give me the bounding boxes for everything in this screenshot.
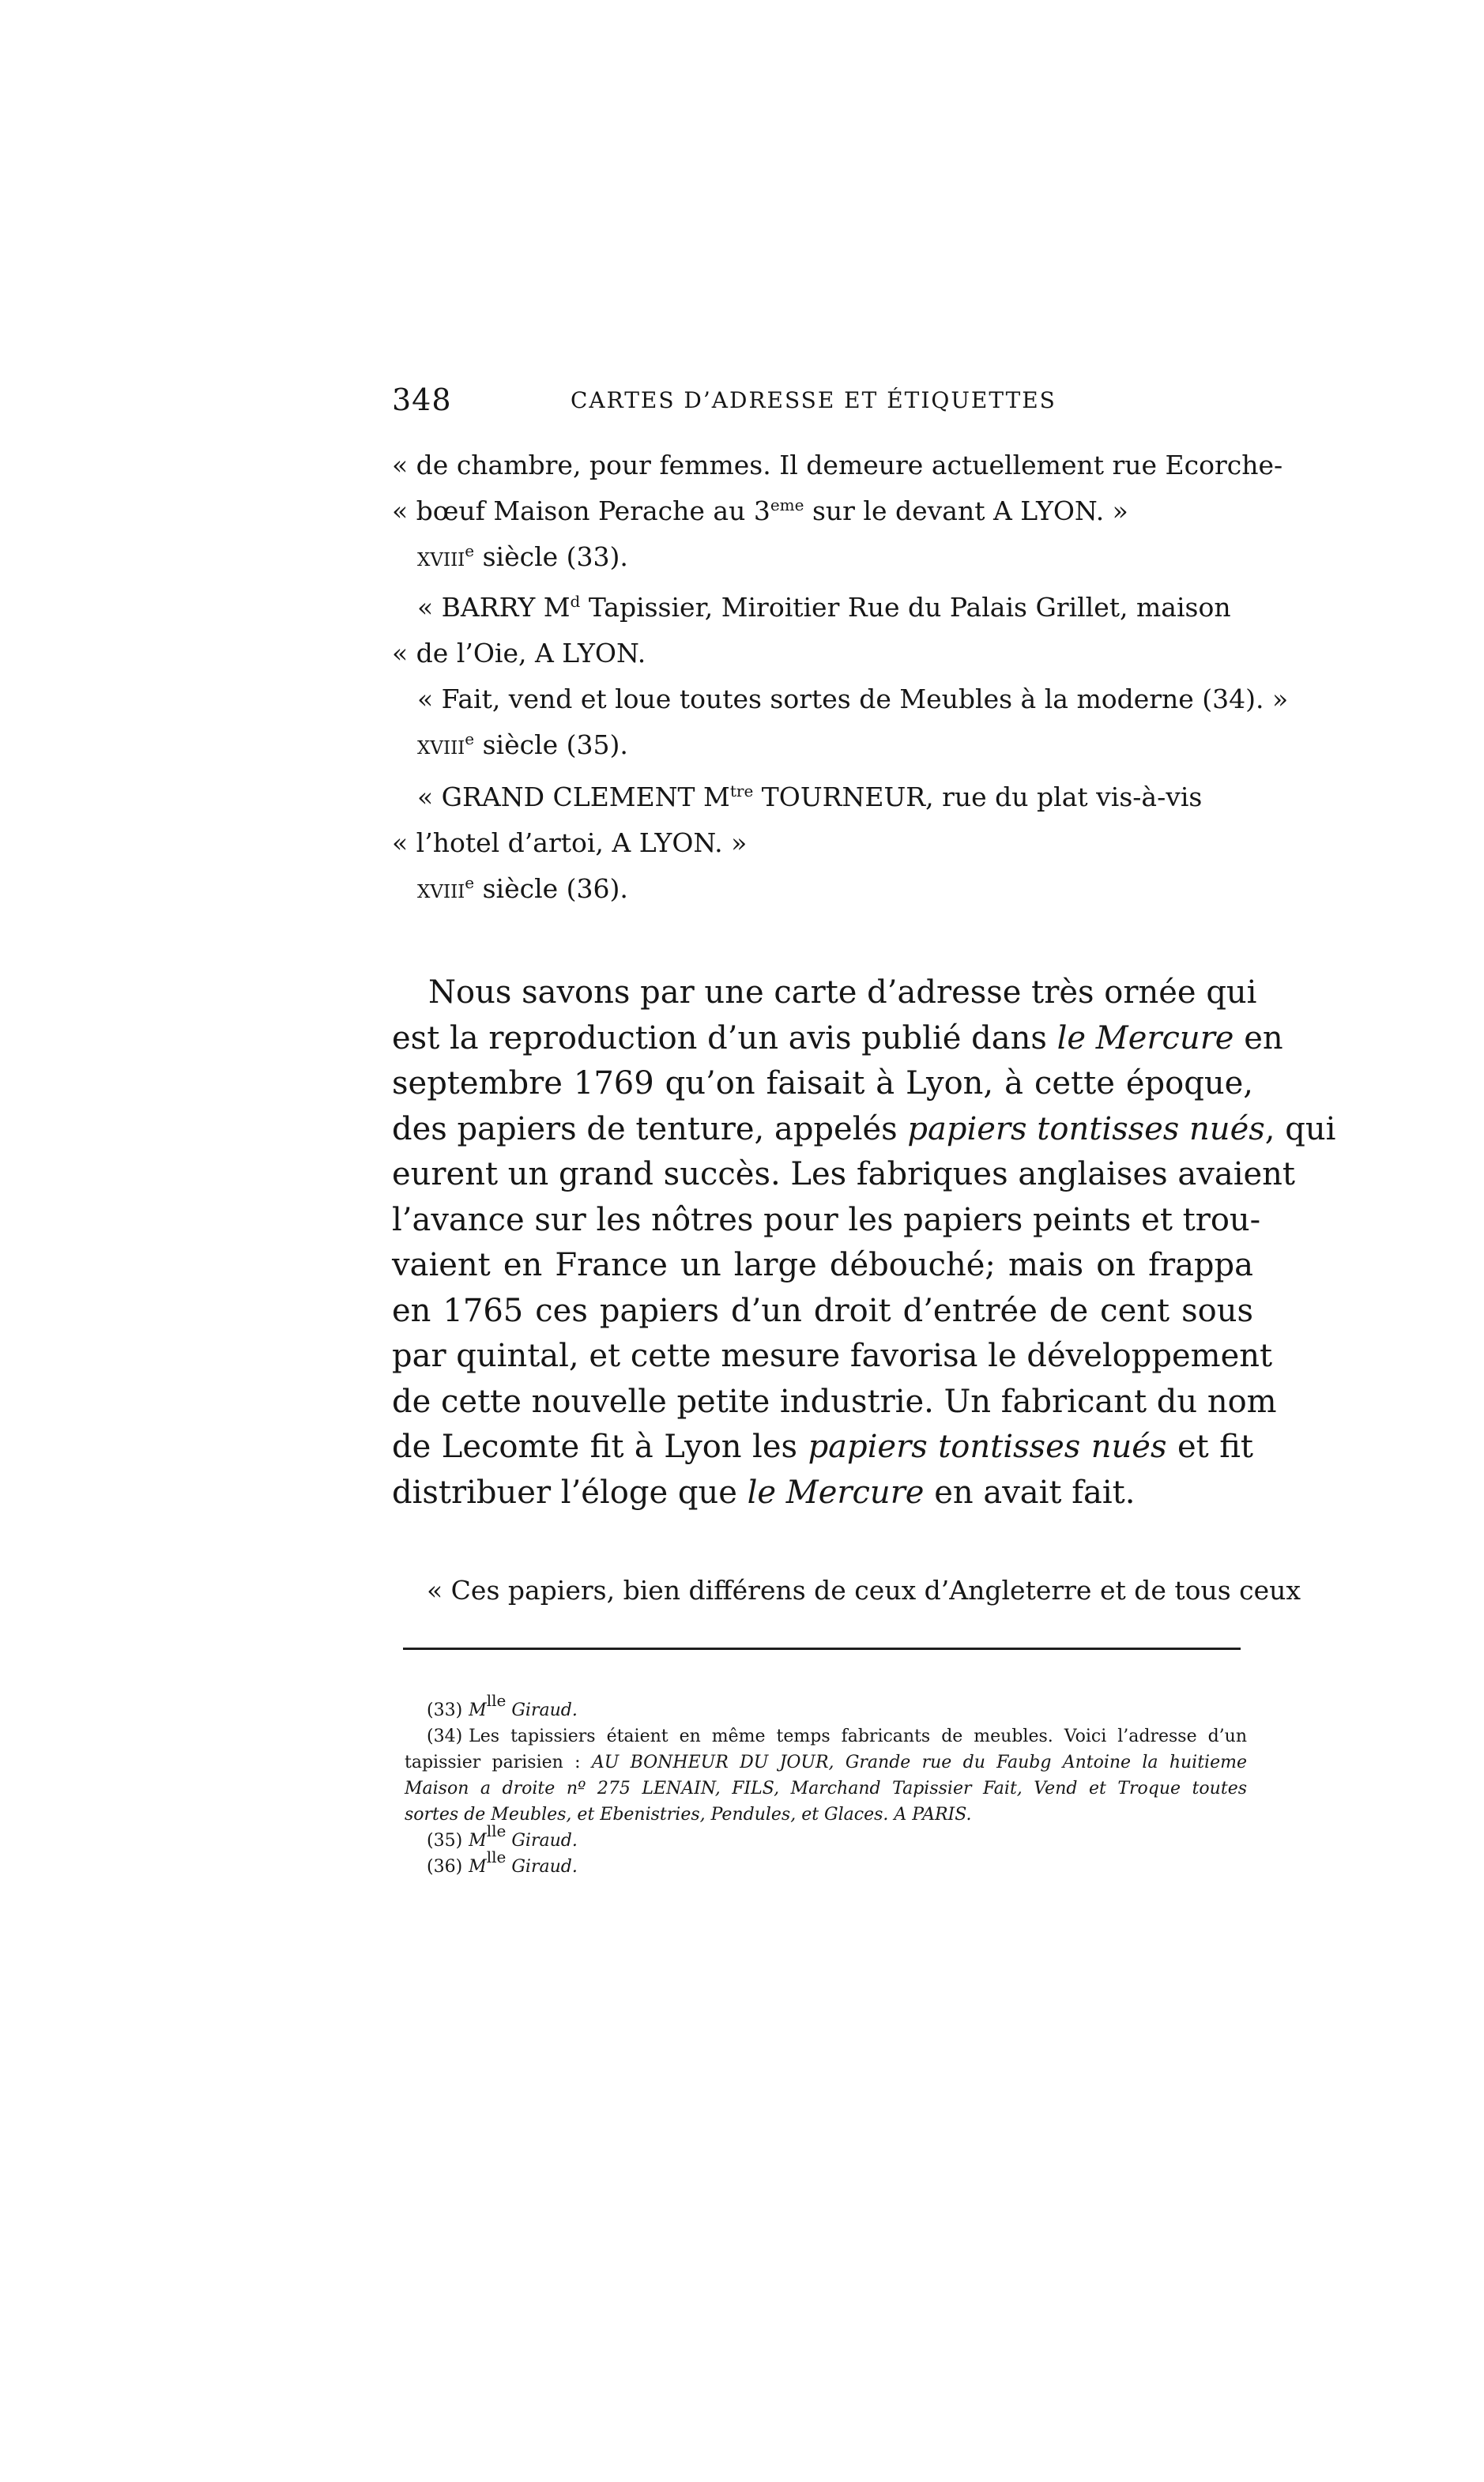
footnote-36: (36) $M^{lle}$ Giraud. xyxy=(427,1847,578,1877)
running-title: CARTES D’ADRESSE ET ÉTIQUETTES xyxy=(571,387,1057,413)
quote-line: « GRAND CLEMENT $M^{tre}$ TOURNEUR, rue du plat vis-à-vis xyxy=(417,782,1203,812)
body-line: est la reproduction d’un avis publié dans le Mercure en xyxy=(392,1019,1283,1056)
footnote-34: (34) Les tapissiers étaient en même temps fabricants de meubles. Voici l’adresse d’un xyxy=(427,1727,1247,1746)
footnote-33: (33) $M^{lle}$ Giraud. xyxy=(427,1691,578,1720)
quote-ces-papiers xyxy=(427,1568,1301,1614)
body-line: de cette nouvelle petite industrie. Un fabricant du nom xyxy=(392,1383,1277,1420)
page-number: 348 xyxy=(392,382,452,417)
quote-chambre xyxy=(392,443,1283,580)
body-line: en 1765 ces papiers d’un droit d’entrée de cent sous xyxy=(392,1292,1253,1329)
footnote-34-line: tapissier parisien : AU BONHEUR DU JOUR, Grande rue du Faubg Antoine la huitieme xyxy=(405,1753,1247,1772)
footnote-divider xyxy=(403,1648,1241,1650)
footnote-35: (35) $M^{lle}$ Giraud. xyxy=(427,1821,578,1851)
footnote-34-line: Maison a droite nº 275 LENAIN, FILS, Marchand Tapissier Fait, Vend et Troque toutes xyxy=(405,1779,1247,1798)
body-line: des papiers de tenture, appelés papiers tontisses nués, qui xyxy=(392,1110,1336,1147)
footnotes xyxy=(405,1691,1247,1880)
body-line: eurent un grand succès. Les fabriques anglaises avaient xyxy=(392,1156,1296,1192)
body-line: distribuer l’éloge que le Mercure en avait fait. xyxy=(392,1474,1136,1511)
quote-line: « de chambre, pour femmes. Il demeure actuellement rue Ecorche- xyxy=(392,450,1283,480)
century-line: xviii$^e$ siècle (33). xyxy=(417,541,628,572)
quote-line: « de l’Oie, A LYON. xyxy=(392,638,646,669)
century-line: xviii$^e$ siècle (35). xyxy=(417,729,628,760)
quote-line: « Ces papiers, bien différens de ceux d’Angleterre et de tous ceux xyxy=(427,1575,1301,1606)
quote-line: « BARRY $M^d$ Tapissier, Miroitier Rue du Palais Grillet, maison xyxy=(417,592,1231,623)
body-line: Nous savons par une carte d’adresse très ornée qui xyxy=(428,974,1257,1011)
quote-line: « bœuf Maison Perache au 3eme sur le devant A LYON. » xyxy=(392,495,1128,526)
century-line: xviii$^e$ siècle (36). xyxy=(417,873,628,904)
body-line: par quintal, et cette mesure favorisa le développement xyxy=(392,1338,1273,1374)
body-paragraph xyxy=(392,970,1336,1516)
page-header xyxy=(392,382,1253,430)
quote-line: « Fait, vend et loue toutes sortes de Meubles à la moderne (34). » xyxy=(417,684,1289,714)
body-line: vaient en France un large débouché; mais on frappa xyxy=(392,1247,1253,1283)
quote-barry xyxy=(392,585,1289,768)
footnote-34-line: sortes de Meubles, et Ebenistries, Pendules, et Glaces. A PARIS. xyxy=(405,1805,972,1825)
body-line: de Lecomte fit à Lyon les papiers tontisses nués et fit xyxy=(392,1429,1253,1465)
quote-line: « l’hotel d’artoi, A LYON. » xyxy=(392,827,748,858)
body-line: septembre 1769 qu’on faisait à Lyon, à cette époque, xyxy=(392,1065,1253,1102)
quote-grand-clement xyxy=(392,774,1253,912)
body-line: l’avance sur les nôtres pour les papiers peints et trou- xyxy=(392,1201,1261,1238)
